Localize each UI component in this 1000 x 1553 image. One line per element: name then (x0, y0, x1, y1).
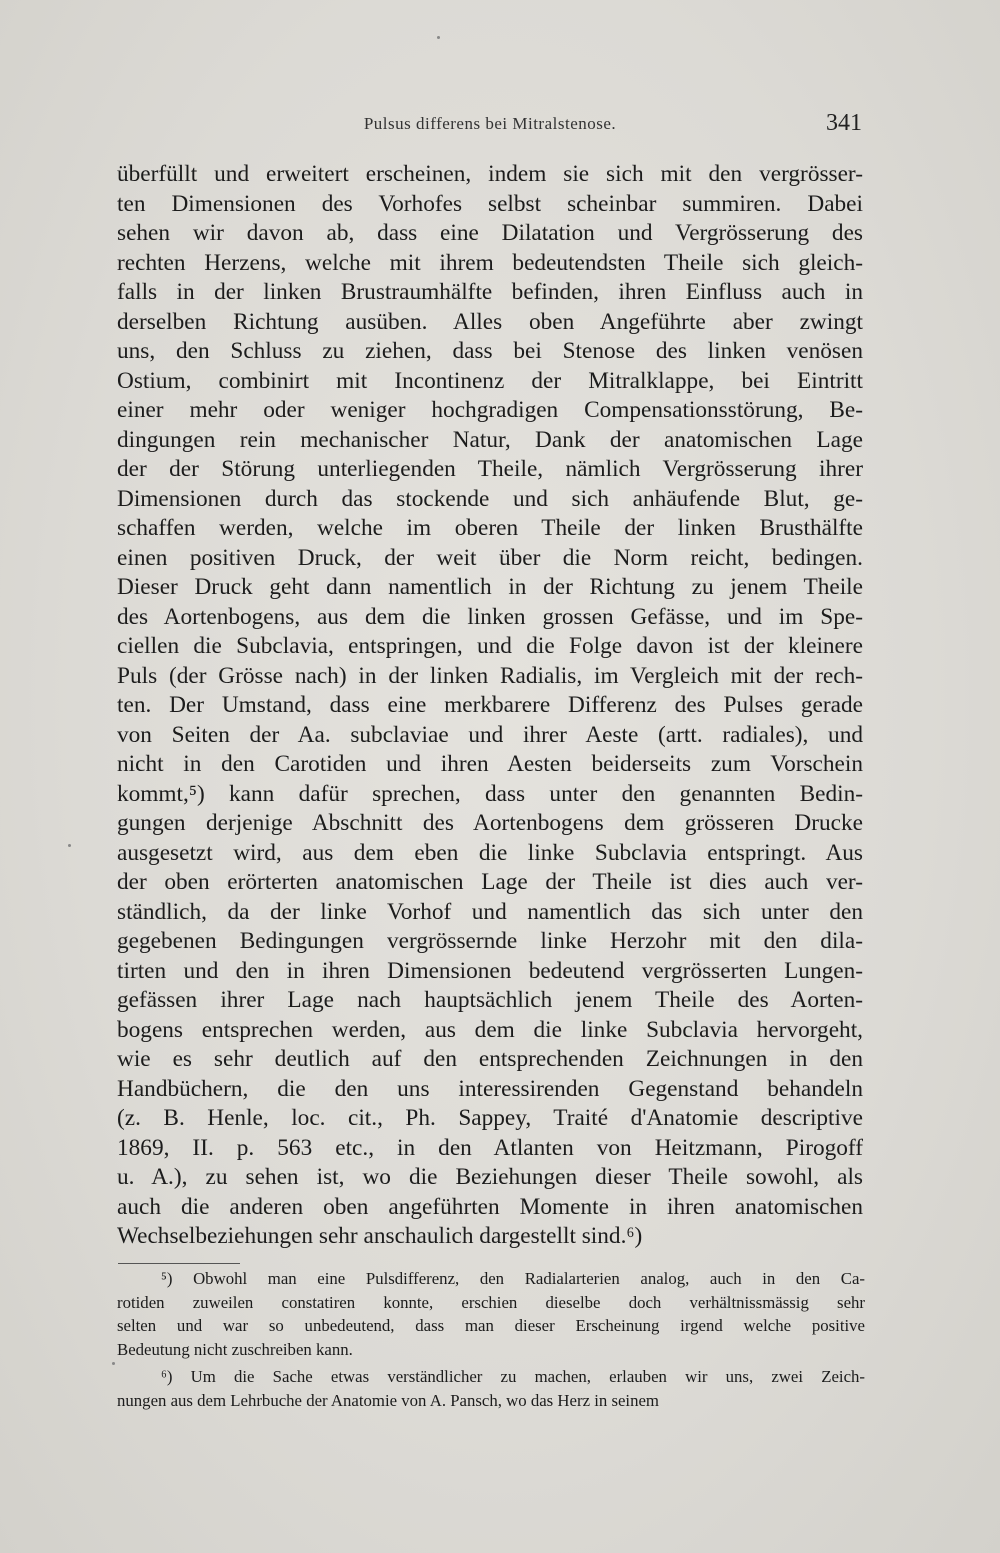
footnotes (117, 1267, 865, 1412)
footnote-2 (117, 1365, 865, 1412)
body-line: rechten Herzens, welche mit ihrem bedeutendsten Theile sich gleich- (117, 249, 863, 276)
body-line: der der Störung unterliegenden Theile, nämlich Vergrösserung ihrer (117, 456, 863, 482)
footnote-1 (117, 1267, 865, 1361)
body-line: Puls (der Grösse nach) in der linken Radialis, im Vergleich mit der rech- (117, 662, 863, 689)
body-line: schaffen werden, welche im oberen Theile der linken Brusthälfte (117, 515, 863, 541)
body-line: dingungen rein mechanischer Natur, Dank der anatomischen Lage (117, 426, 863, 453)
footnote-line: Bedeutung nicht zuschreiben kann. (117, 1339, 353, 1359)
body-text (117, 160, 863, 1252)
body-line: ständlich, da der linke Vorhof und namentlich das sich unter den (117, 898, 863, 925)
footnote-line: ⁶) Um die Sache etwas verständlicher zu machen, erlauben wir uns, zwei Zeich- (161, 1367, 865, 1386)
body-line: ciellen die Subclavia, entspringen, und die Folge davon ist der kleinere (117, 633, 863, 659)
footnote-line: nungen aus dem Lehrbuche der Anatomie von A. Pansch, wo das Herz in seinem (117, 1390, 659, 1410)
body-line: 1869, II. p. 563 etc., in den Atlanten von Heitzmann, Pirogoff (117, 1134, 863, 1161)
body-line: gefässen ihrer Lage nach hauptsächlich jenem Theile des Aorten- (117, 987, 863, 1013)
body-line: Dimensionen durch das stockende und sich anhäufende Blut, ge- (117, 485, 863, 512)
body-line: uns, den Schluss zu ziehen, dass bei Stenose des linken venösen (117, 338, 863, 364)
body-line: des Aortenbogens, aus dem die linken grossen Gefässe, und im Spe- (117, 603, 863, 630)
footnote-line: rotiden zuweilen constatiren konnte, erschien dieselbe doch verhältnissmässig sehr (117, 1292, 865, 1312)
body-line: nicht in den Carotiden und ihren Aesten beiderseits zum Vorschein (117, 751, 863, 777)
footnote-line: ⁵) Obwohl man eine Pulsdifferenz, den Radialarterien analog, auch in den Ca- (161, 1269, 865, 1288)
running-head: Pulsus differens bei Mitralstenose. (363, 114, 617, 133)
page-header (118, 110, 862, 140)
body-line: wie es sehr deutlich auf den entsprechenden Zeichnungen in den (117, 1046, 863, 1072)
body-line: überfüllt und erweitert erscheinen, indem sie sich mit den vergrösser- (117, 161, 863, 187)
body-line: einen positiven Druck, der weit über die Norm reicht, bedingen. (117, 544, 863, 571)
body-line: von Seiten der Aa. subclaviae und ihrer Aeste (artt. radiales), und (117, 721, 863, 748)
body-line: kommt,⁵) kann dafür sprechen, dass unter den genannten Bedin- (117, 780, 863, 807)
body-line: (z. B. Henle, loc. cit., Ph. Sappey, Traité d'Anatomie descriptive (117, 1105, 863, 1131)
body-line: Dieser Druck geht dann namentlich in der Richtung zu jenem Theile (117, 574, 863, 600)
body-line: Handbüchern, die den uns interessirenden Gegenstand behandeln (117, 1075, 863, 1102)
body-line: ten. Der Umstand, dass eine merkbarere Differenz des Pulses gerade (117, 692, 863, 718)
body-line: einer mehr oder weniger hochgradigen Compensationsstörung, Be- (117, 397, 863, 423)
page-number: 341 (826, 110, 862, 136)
footnote-rule (118, 1263, 240, 1264)
body-line: bogens entsprechen werden, aus dem die linke Subclavia hervorgeht, (117, 1016, 863, 1043)
body-line: auch die anderen oben angeführten Momente in ihren anatomischen (117, 1193, 863, 1220)
body-line: ausgesetzt wird, aus dem eben die linke Subclavia entspringt. Aus (117, 839, 863, 866)
body-line: gegebenen Bedingungen vergrössernde linke Herzohr mit den dila- (117, 928, 863, 954)
body-line: u. A.), zu sehen ist, wo die Beziehungen dieser Theile sowohl, als (117, 1164, 863, 1190)
body-line: der oben erörterten anatomischen Lage der Theile ist dies auch ver- (117, 869, 863, 895)
body-line: Ostium, combinirt mit Incontinenz der Mitralklappe, bei Eintritt (117, 367, 863, 394)
footnote-line: selten und war so unbedeutend, dass man dieser Erscheinung irgend welche positive (117, 1316, 865, 1335)
body-line: tirten und den in ihren Dimensionen bedeutend vergrösserten Lungen- (117, 957, 863, 984)
body-line: ten Dimensionen des Vorhofes selbst scheinbar summiren. Dabei (117, 190, 863, 217)
body-line: derselben Richtung ausüben. Alles oben Angeführte aber zwingt (117, 308, 863, 335)
body-line: falls in der linken Brustraumhälfte befinden, ihren Einfluss auch in (117, 279, 863, 305)
body-line: gungen derjenige Abschnitt des Aortenbogens dem grösseren Drucke (117, 810, 863, 836)
body-line: Wechselbeziehungen sehr anschaulich dargestellt sind.⁶) (117, 1223, 643, 1249)
paper-speck (437, 36, 440, 39)
body-line: sehen wir davon ab, dass eine Dilatation und Vergrösserung des (117, 220, 863, 246)
paper-speck (112, 1362, 115, 1365)
paper-speck (68, 844, 71, 847)
